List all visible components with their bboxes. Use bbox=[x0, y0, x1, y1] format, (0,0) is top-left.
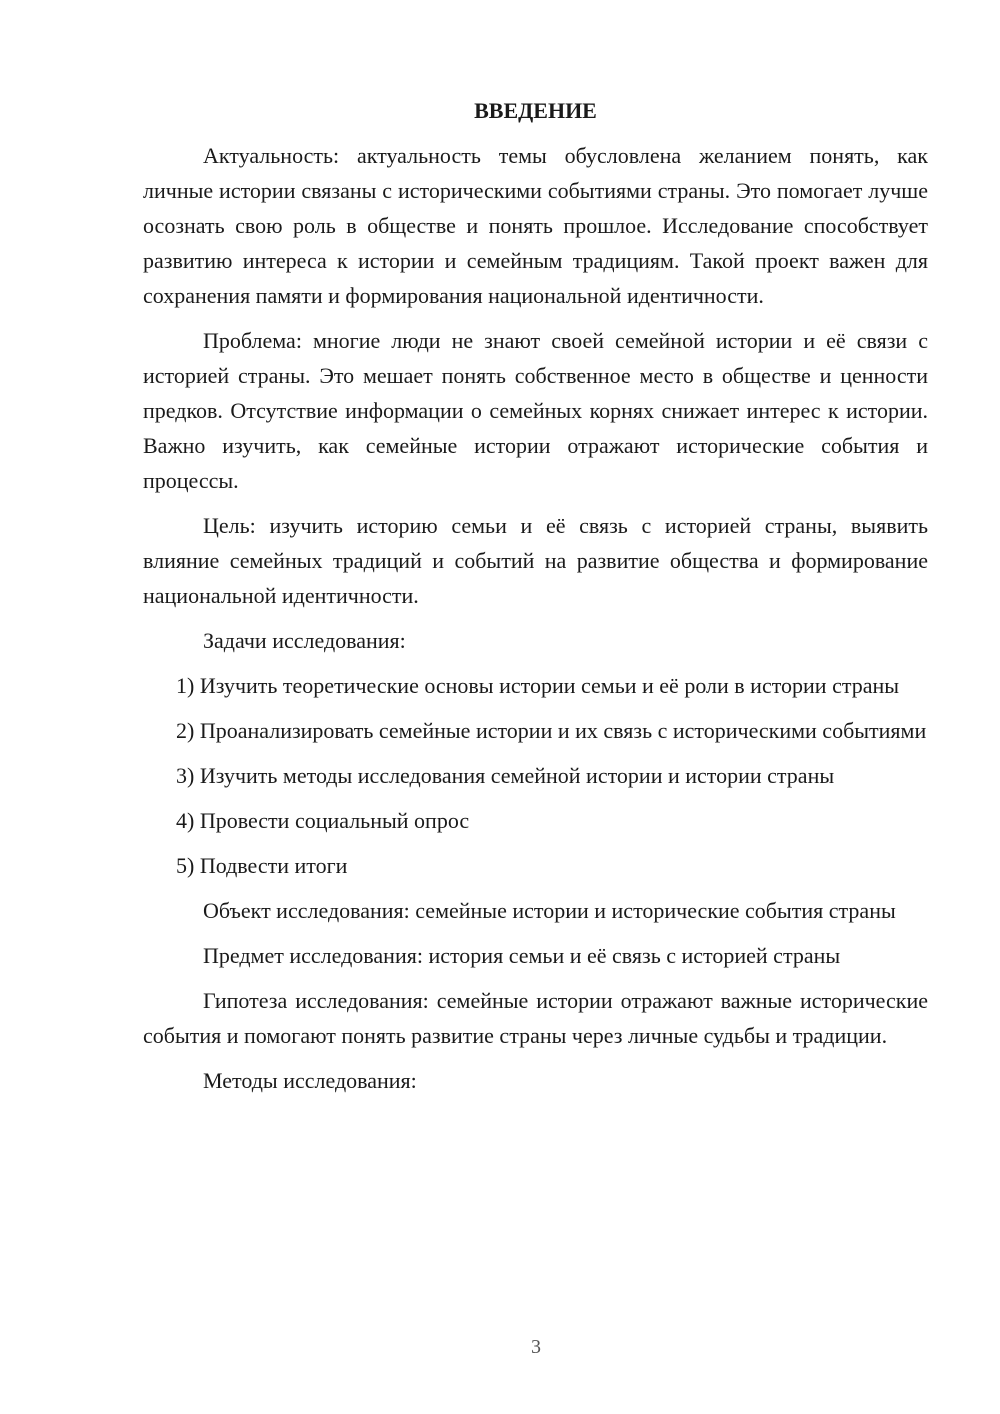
object-paragraph: Объект исследования: семейные истории и исторические события страны bbox=[203, 898, 896, 923]
task-item-5: 5) Подвести итоги bbox=[176, 853, 348, 878]
page-number: 3 bbox=[531, 1336, 541, 1358]
hypothesis-paragraph: Гипотеза исследования: семейные истории отражают важные исторические события и помогают понять развитие страны через личные судьбы и традиции. bbox=[143, 988, 928, 1048]
goal-paragraph: Цель: изучить историю семьи и её связь с историей страны, выявить влияние семейных традиций и событий на развитие общества и формирование национальной идентичности. bbox=[143, 513, 928, 608]
problem-paragraph: Проблема: многие люди не знают своей семейной истории и её связи с историей страны. Это мешает понять собственное место в обществе и ценности предков. Отсутствие информации о семейных корнях снижает интерес к истории. Важно изучить, как семейные истории отражают исторические события и процессы. bbox=[143, 328, 928, 493]
task-item-1: 1) Изучить теоретические основы истории семьи и её роли в истории страны bbox=[176, 673, 900, 698]
page-content bbox=[143, 93, 928, 1108]
methods-title: Методы исследования: bbox=[203, 1068, 417, 1093]
section-heading: ВВЕДЕНИЕ bbox=[474, 98, 597, 123]
subject-paragraph: Предмет исследования: история семьи и её связь с историей страны bbox=[203, 943, 841, 968]
task-item-4: 4) Провести социальный опрос bbox=[176, 808, 470, 833]
task-item-3: 3) Изучить методы исследования семейной истории и истории страны bbox=[176, 763, 835, 788]
relevance-paragraph: Актуальность: актуальность темы обусловлена желанием понять, как личные истории связаны с историческими событиями страны. Это помогает лучше осознать свою роль в обществе и понять прошлое. Исследование способствует развитию интереса к истории и семейным традициям. Такой проект важен для сохранения памяти и формирования национальной идентичности. bbox=[143, 143, 928, 308]
task-item-2: 2) Проанализировать семейные истории и их связь с историческими событиями bbox=[176, 718, 927, 743]
tasks-title: Задачи исследования: bbox=[203, 628, 406, 653]
